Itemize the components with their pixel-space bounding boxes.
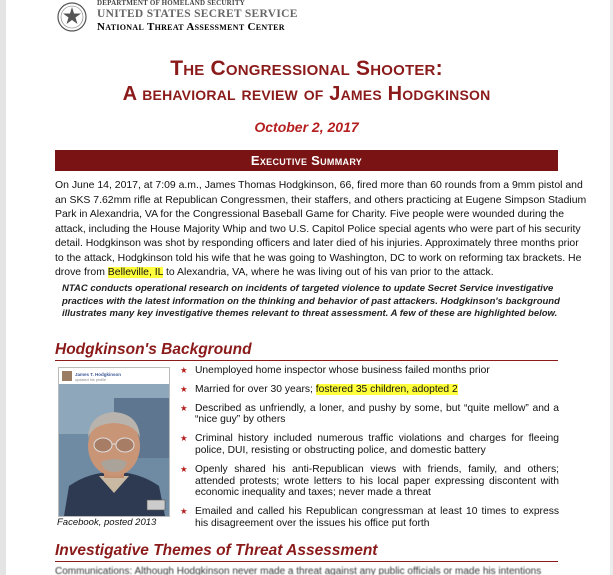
star-bullet-icon: ★	[180, 383, 188, 394]
star-bullet-icon: ★	[180, 402, 188, 413]
summary-line: an SKS 7.62mm rifle at Republican Congressmen, their staffers, and others practicing at Eugene Simpson Stadium	[55, 194, 587, 206]
note-line: practices with the latest information on the thinking and behavior of past attackers. Hodgkinson's background	[62, 295, 560, 307]
secret-service-seal-icon	[57, 2, 87, 32]
list-item: ★ Openly shared his anti-Republican views with friends, family, and others; attended protests; wrote letters to his local paper expressing discontent with economic inequality and taxes; never made a threat	[180, 463, 559, 499]
executive-summary-banner: Executive Summary	[55, 150, 558, 171]
list-item: ★ Married for over 30 years; fostered 35 children, adopted 2	[180, 383, 458, 395]
summary-line: detail. Hodgkinson was shot by responding officers and later died of his injuries. Approximately three months prior	[55, 238, 579, 249]
list-item: ★ Unemployed home inspector whose business failed months prior	[180, 365, 490, 376]
agency-label: UNITED STATES SECRET SERVICE	[97, 8, 298, 20]
themes-cutoff-text: Communications: Although Hodgkinson never made a threat against any public officials or made his intentions	[55, 566, 542, 575]
portrait-image	[59, 368, 169, 516]
summary-line-last: drove from Belleville, IL to Alexandria, VA, where he was living out of his van prior to the attack.	[55, 267, 494, 278]
summary-line: Park in Alexandria, VA for the Congressional Baseball Game for Charity. Five people were wounded during the	[55, 209, 565, 220]
star-bullet-icon: ★	[180, 506, 188, 517]
themes-heading-rule	[55, 561, 558, 562]
background-heading: Hodgkinson's Background	[55, 341, 252, 358]
list-item: ★ Emailed and called his Republican congressman at least 10 times to express his disagreement over the issues his office put forth	[180, 506, 559, 529]
star-bullet-icon: ★	[180, 365, 188, 375]
center-label: National Threat Assessment Center	[97, 21, 285, 33]
summary-line: to the attack, Hodgkinson told his wife that he was going to Washington, DC to work on reforming tax brackets. He	[55, 252, 582, 264]
highlight-foster-children: fostered 35 children, adopted 2	[315, 383, 458, 395]
summary-line: On June 14, 2017, at 7:09 a.m., James Thomas Hodgkinson, 66, fired more than 60 rounds from a 9mm pistol and	[55, 180, 583, 191]
department-label: DEPARTMENT OF HOMELAND SECURITY	[97, 0, 245, 7]
document-title-line2: A behavioral review of James Hodgkinson	[122, 83, 491, 105]
note-line: illustrates many key investigative themes relevant to threat assessment. A few of these are highlighted below.	[62, 308, 558, 320]
note-line: NTAC conducts operational research on incidents of targeted violence to update Secret Service investigative	[62, 283, 554, 294]
highlight-belleville: Belleville, IL	[107, 267, 164, 278]
background-heading-rule	[55, 360, 558, 361]
list-item: ★ Described as unfriendly, a loner, and pushy by some, but “quite mellow” and a “nice guy” by others	[180, 402, 559, 426]
document-title-line1: The Congressional Shooter:	[170, 57, 443, 80]
star-bullet-icon: ★	[180, 433, 188, 444]
photo-header-sub: updated his profile	[75, 378, 107, 382]
facebook-photo	[58, 367, 170, 517]
themes-heading: Investigative Themes of Threat Assessment	[55, 542, 378, 559]
star-bullet-icon: ★	[180, 463, 188, 474]
summary-line: attack, including the House Majority Whip and two U.S. Capitol Police special agents who were part of his security	[55, 223, 581, 235]
background-bullet-list	[180, 365, 559, 537]
ntac-note	[62, 283, 560, 321]
document-date: October 2, 2017	[254, 119, 359, 135]
photo-caption: Facebook, posted 2013	[57, 517, 157, 528]
list-item: ★ Criminal history included numerous traffic violations and charges for fleeing police, DUI, resisting or obstructing police, and domestic battery	[180, 433, 559, 456]
photo-header-name: James T. Hodgkinson	[75, 372, 122, 377]
executive-summary-paragraph	[55, 179, 587, 281]
